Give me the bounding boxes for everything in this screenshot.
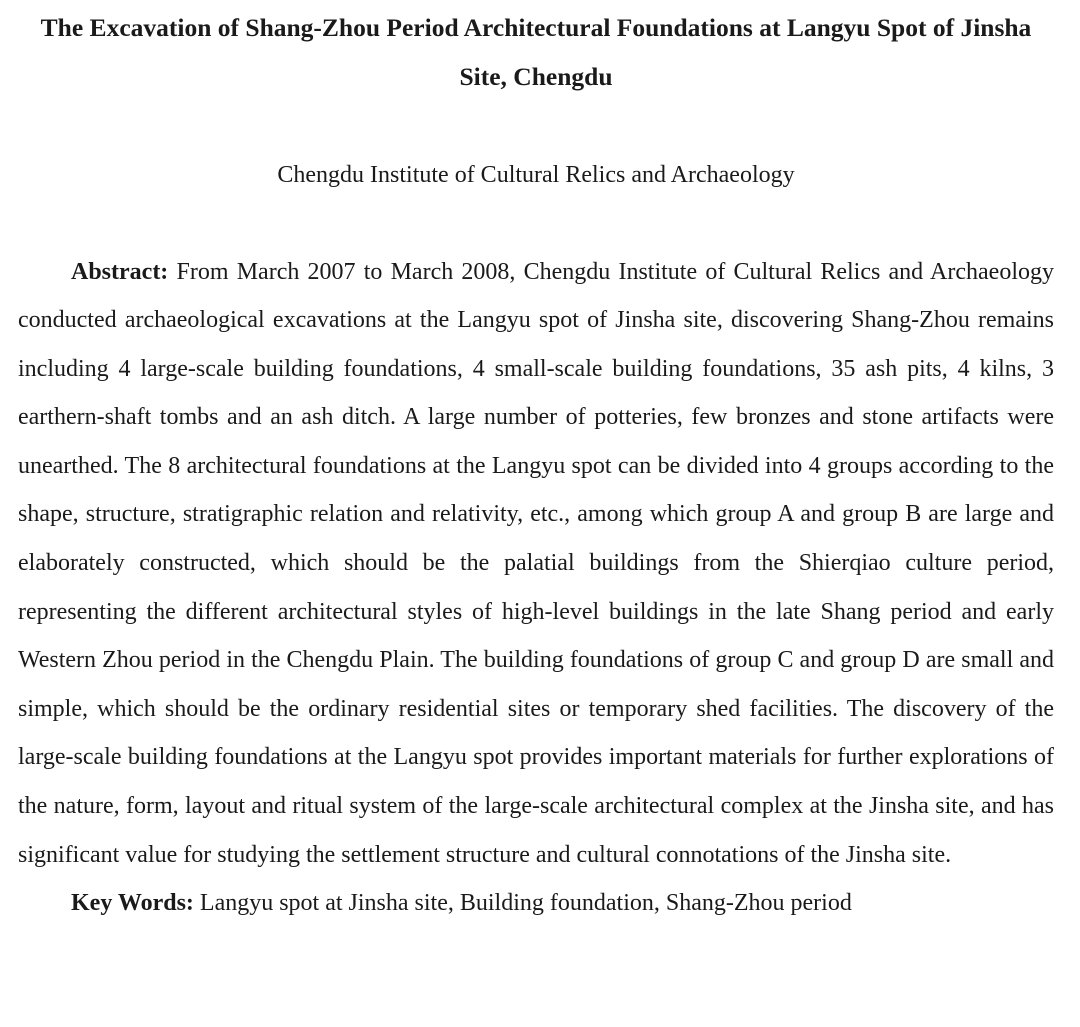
abstract-paragraph (18, 248, 1054, 880)
keywords-text: Langyu spot at Jinsha site, Building foundation, Shang-Zhou period (199, 890, 852, 917)
abstract-label: Abstract: (71, 258, 169, 285)
keywords-paragraph (18, 879, 1054, 928)
paper-title: The Excavation of Shang-Zhou Period Architectural Foundations at Langyu Spot of Jinsha Site, Chengdu (40, 13, 1032, 91)
abstract-text: From March 2007 to March 2008, Chengdu Institute of Cultural Relics and Archaeology conducted archaeological excavations at the Langyu spot of Jinsha site, discovering Shang-Zhou remains including 4 large-scale building foundations, 4 small-scale building foundations, 35 ash pits, 4 kilns, 3 earthern-shaft tombs and an ash ditch. A large number of potteries, few bronzes and stone artifacts were unearthed. The 8 architectural foundations at the Langyu spot can be divided into 4 groups according to the shape, structure, stratigraphic relation and relativity, etc., among which group A and group B are large and elaborately constructed, which should be the palatial buildings from the Shierqiao culture period, representing the different architectural styles of high-level buildings in the late Shang period and early Western Zhou period in the Chengdu Plain. The building foundations of group C and group D are small and simple, which should be the ordinary residential sites or temporary shed facilities. The discovery of the large-scale building foundations at the Langyu spot provides important materials for further explorations of the nature, form, layout and ritual system of the large-scale architectural complex at the Jinsha site, and has significant value for studying the settlement structure and cultural connotations of the Jinsha site. (18, 258, 1055, 868)
keywords-label: Key Words: (71, 890, 194, 917)
author-affiliation: Chengdu Institute of Cultural Relics and Archaeology (277, 162, 795, 188)
paper-page (18, 0, 1054, 928)
